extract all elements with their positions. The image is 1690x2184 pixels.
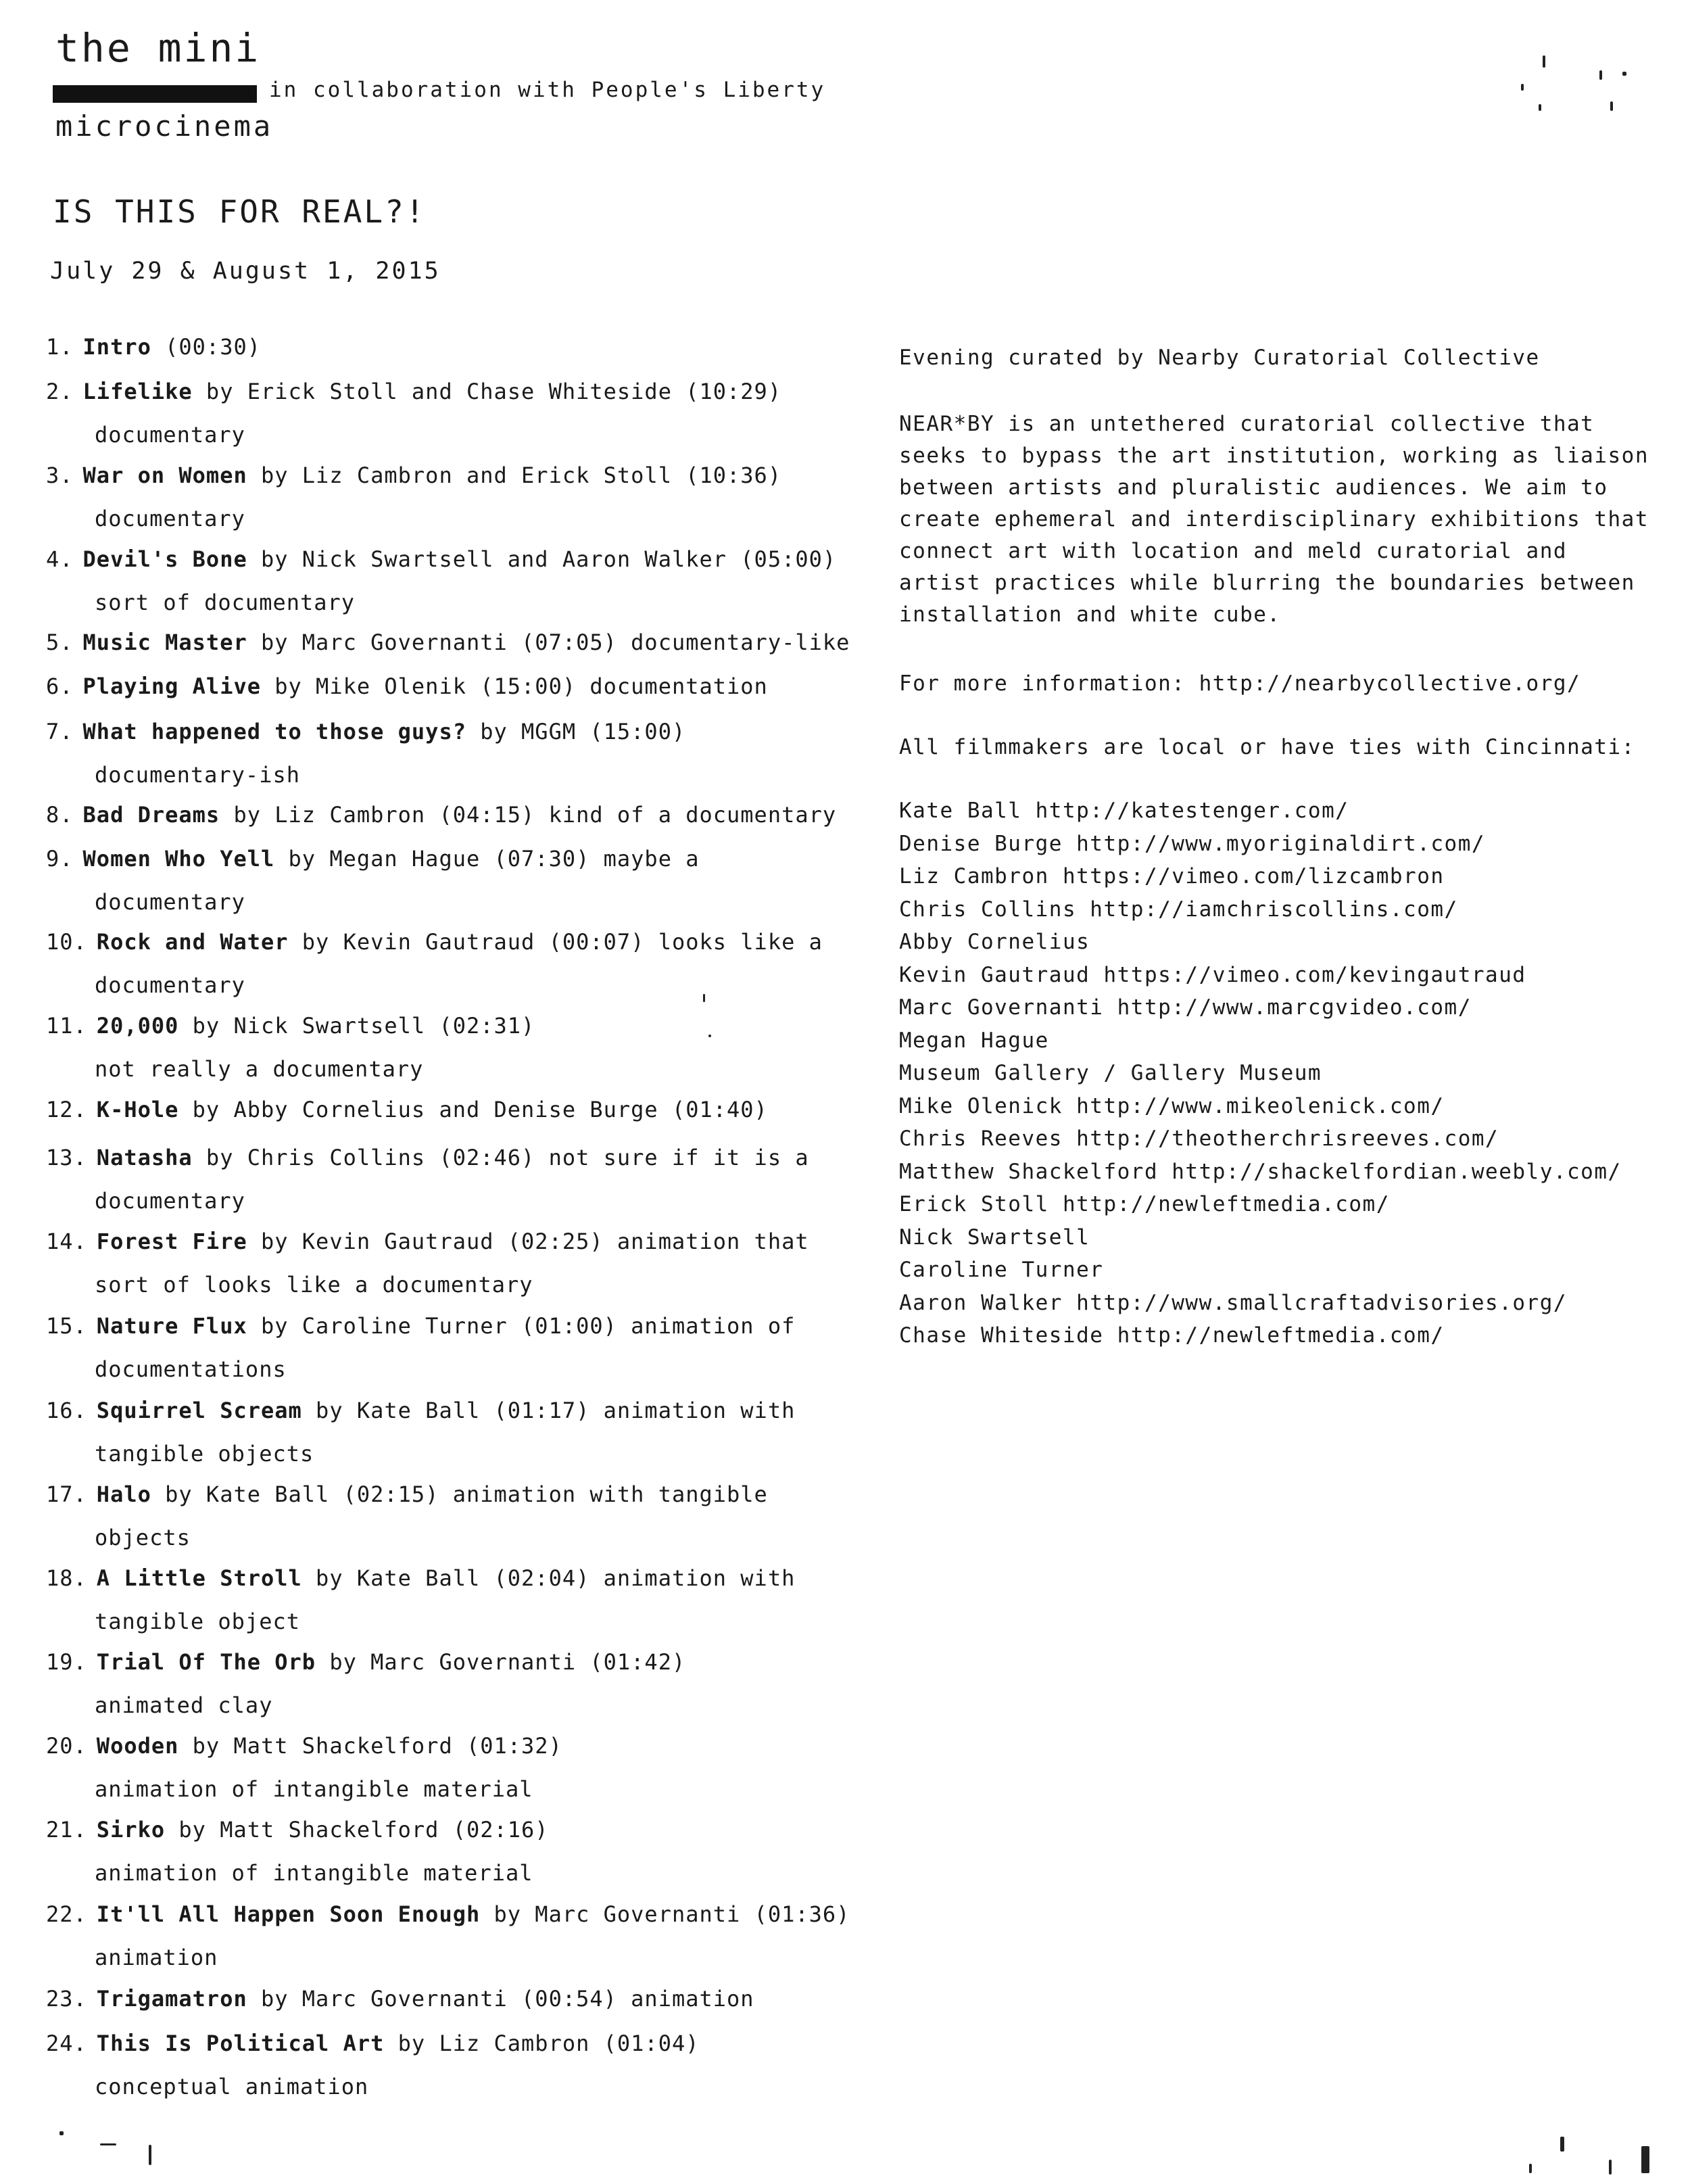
logo-the-mini: the mini: [55, 25, 261, 71]
film-title: Lifelike: [82, 379, 193, 404]
more-info: For more information: http://nearbycollective.org/: [899, 671, 1581, 696]
film-number: 21.: [46, 1817, 87, 1843]
logo-microcinema: microcinema: [55, 110, 274, 143]
film-number: 17.: [46, 1481, 87, 1507]
film-entry: [46, 1567, 795, 1632]
filmmaker-entry: Mike Olenick http://www.mikeolenick.com/: [899, 1094, 1445, 1118]
film-title: It'll All Happen Soon Enough: [96, 1901, 481, 1927]
film-genre: documentations: [95, 1356, 287, 1382]
film-credits: by Matt Shackelford (01:32): [178, 1733, 562, 1759]
film-title: What happened to those guys?: [82, 719, 466, 744]
film-number: 18.: [46, 1565, 87, 1591]
film-genre: documentary: [95, 972, 245, 998]
film-genre: tangible object: [95, 1609, 300, 1634]
film-genre: sort of looks like a documentary: [95, 1272, 533, 1298]
film-entry: [46, 548, 836, 613]
filmmaker-entry: Kevin Gautraud https://vimeo.com/kevingautraud: [899, 963, 1526, 987]
film-number: 11.: [46, 1013, 87, 1039]
film-genre: not really a documentary: [95, 1056, 424, 1082]
event-title: IS THIS FOR REAL?!: [53, 193, 427, 230]
logo-black-bar: [53, 85, 257, 103]
scan-speck: [1529, 2164, 1532, 2173]
scan-speck: [708, 1035, 711, 1037]
event-dates: July 29 & August 1, 2015: [50, 258, 441, 285]
scan-speck: [59, 2131, 64, 2135]
film-entry: [46, 462, 782, 531]
scan-speck: [1610, 101, 1613, 111]
film-number: 7.: [46, 719, 74, 744]
film-number: 14.: [46, 1229, 87, 1254]
scan-speck: [1599, 70, 1602, 80]
film-title: Natasha: [96, 1145, 193, 1170]
film-number: 20.: [46, 1733, 87, 1759]
film-credits: by Mike Olenik (15:00) documentation: [260, 673, 768, 699]
film-number: 16.: [46, 1398, 87, 1423]
film-entry: [46, 675, 768, 697]
film-credits: by Kevin Gautraud (00:07) looks like a: [288, 929, 823, 955]
film-number: 24.: [46, 2031, 87, 2056]
film-number: 2.: [46, 379, 74, 404]
film-genre: conceptual animation: [95, 2074, 369, 2099]
film-entry: [46, 1819, 549, 1884]
film-entry: [46, 1147, 809, 1212]
scan-speck: [149, 2145, 151, 2165]
curated-by: Evening curated by Nearby Curatorial Collective: [899, 346, 1540, 370]
filmmaker-entry: Abby Cornelius: [899, 930, 1090, 954]
film-title: Sirko: [96, 1817, 166, 1843]
film-number: 5.: [46, 630, 74, 655]
film-title: Squirrel Scream: [96, 1398, 302, 1423]
film-credits: by Marc Governanti (07:05) documentary-like: [247, 630, 850, 655]
filmmaker-entry: Nick Swartsell: [899, 1225, 1090, 1250]
scan-speck: [1521, 84, 1524, 91]
film-credits: by Marc Governanti (01:42): [316, 1649, 686, 1675]
filmmaker-entry: Kate Ball http://katestenger.com/: [899, 799, 1349, 823]
film-entry: [46, 1015, 535, 1080]
film-title: Music Master: [82, 630, 247, 655]
film-genre: animation: [95, 1945, 218, 1970]
film-credits: (00:30): [151, 334, 261, 360]
film-title: 20,000: [96, 1013, 179, 1039]
film-title: Intro: [82, 334, 151, 360]
film-entry: [46, 381, 781, 446]
filmmaker-entry: Caroline Turner: [899, 1258, 1104, 1282]
filmmaker-entry: Megan Hague: [899, 1028, 1049, 1053]
film-credits: by Abby Cornelius and Denise Burge (01:40): [178, 1097, 768, 1122]
film-title: Bad Dreams: [82, 802, 220, 828]
film-title: A Little Stroll: [96, 1565, 302, 1591]
film-credits: by MGGM (15:00): [466, 719, 686, 744]
film-number: 23.: [46, 1986, 87, 2012]
film-credits: by Erick Stoll and Chase Whiteside (10:29): [192, 379, 782, 404]
film-entry: [46, 1099, 768, 1120]
film-entry: [46, 2033, 699, 2097]
filmmaker-entry: Chris Collins http://iamchriscollins.com/: [899, 897, 1458, 922]
film-credits: by Chris Collins (02:46) not sure if it is a: [192, 1145, 809, 1170]
scan-speck: [1539, 104, 1541, 111]
film-entry: [46, 1483, 768, 1548]
film-credits: by Liz Cambron (04:15) kind of a documentary: [220, 802, 837, 828]
film-number: 19.: [46, 1649, 87, 1675]
film-number: 22.: [46, 1901, 87, 1927]
film-number: 9.: [46, 846, 74, 872]
collaboration-note: in collaboration with People's Liberty: [269, 78, 826, 102]
filmmaker-entry: Liz Cambron https://vimeo.com/lizcambron: [899, 864, 1445, 888]
film-genre: documentary: [95, 422, 245, 448]
scan-speck: [1622, 72, 1626, 76]
film-genre: animated clay: [95, 1692, 273, 1718]
film-credits: by Matt Shackelford (02:16): [165, 1817, 549, 1843]
filmmakers-intro: All filmmakers are local or have ties with Cincinnati:: [899, 735, 1635, 759]
collective-description: NEAR*BY is an untethered curatorial collective that seeks to bypass the art institution, working as liaison between artists and pluralistic audiences. We aim to create ephemeral and interdisciplinary exhibitions that connect art with location and meld curatorial and artist practices while blurring the boundaries between installation and white cube.: [899, 412, 1649, 627]
film-genre: animation of intangible material: [95, 1860, 533, 1886]
film-credits: by Nick Swartsell and Aaron Walker (05:00): [247, 546, 837, 572]
film-number: 3.: [46, 462, 74, 488]
film-number: 10.: [46, 929, 87, 955]
film-credits: by Kate Ball (02:15) animation with tangible: [151, 1481, 768, 1507]
film-title: Trigamatron: [96, 1986, 247, 2012]
film-entry: [46, 1400, 795, 1465]
film-entry: [46, 1903, 850, 1968]
scan-speck: [1560, 2137, 1564, 2152]
filmmaker-entry: Marc Governanti http://www.marcgvideo.com/: [899, 995, 1472, 1020]
film-entry: [46, 1988, 754, 2010]
film-credits: by Megan Hague (07:30) maybe a: [274, 846, 700, 872]
scan-speck: [1609, 2160, 1612, 2175]
film-number: 12.: [46, 1097, 87, 1122]
film-entry: [46, 931, 823, 996]
scan-speck: [100, 2143, 116, 2145]
film-credits: by Kate Ball (01:17) animation with: [301, 1398, 796, 1423]
scan-speck: [703, 994, 705, 1002]
film-genre: documentary: [95, 889, 245, 915]
film-title: Devil's Bone: [82, 546, 247, 572]
film-title: Wooden: [96, 1733, 179, 1759]
film-credits: by Kate Ball (02:04) animation with: [301, 1565, 796, 1591]
film-credits: by Kevin Gautraud (02:25) animation that: [247, 1229, 809, 1254]
film-credits: by Nick Swartsell (02:31): [178, 1013, 535, 1039]
filmmaker-entry: Chase Whiteside http://newleftmedia.com/: [899, 1323, 1445, 1348]
film-entry: [46, 804, 836, 826]
filmmaker-entry: Aaron Walker http://www.smallcraftadvisories.org/: [899, 1291, 1568, 1315]
film-entry: [46, 1651, 685, 1716]
film-entry: [46, 336, 261, 358]
film-number: 4.: [46, 546, 74, 572]
film-genre: documentary: [95, 506, 245, 531]
filmmaker-entry: Museum Gallery / Gallery Museum: [899, 1061, 1322, 1085]
scan-speck: [1543, 55, 1545, 68]
filmmaker-entry: Matthew Shackelford http://shackelfordian.weebly.com/: [899, 1160, 1622, 1184]
film-genre: tangible objects: [95, 1441, 314, 1467]
film-title: Women Who Yell: [82, 846, 275, 872]
film-title: This Is Political Art: [96, 2031, 385, 2056]
film-title: Trial Of The Orb: [96, 1649, 316, 1675]
filmmaker-entry: Chris Reeves http://theotherchrisreeves.com/: [899, 1126, 1499, 1151]
film-genre: animation of intangible material: [95, 1776, 533, 1802]
film-number: 13.: [46, 1145, 87, 1170]
film-title: Forest Fire: [96, 1229, 247, 1254]
film-title: Playing Alive: [82, 673, 261, 699]
film-title: Halo: [96, 1481, 151, 1507]
film-credits: by Liz Cambron and Erick Stoll (10:36): [247, 462, 782, 488]
scan-speck: [1641, 2146, 1649, 2173]
film-credits: by Liz Cambron (01:04): [384, 2031, 700, 2056]
film-number: 15.: [46, 1313, 87, 1339]
film-entry: [46, 1231, 809, 1296]
filmmaker-entry: Denise Burge http://www.myoriginaldirt.com/: [899, 832, 1486, 856]
film-entry: [46, 1735, 562, 1800]
film-title: K-Hole: [96, 1097, 179, 1122]
film-genre: documentary-ish: [95, 762, 300, 788]
film-number: 1.: [46, 334, 74, 360]
film-genre: sort of documentary: [95, 590, 356, 615]
film-credits: by Caroline Turner (01:00) animation of: [247, 1313, 796, 1339]
film-title: Nature Flux: [96, 1313, 247, 1339]
filmmaker-entry: Erick Stoll http://newleftmedia.com/: [899, 1192, 1390, 1216]
film-title: Rock and Water: [96, 929, 289, 955]
film-entry: [46, 721, 685, 786]
film-title: War on Women: [82, 462, 247, 488]
film-entry: [46, 632, 850, 653]
film-credits: by Marc Governanti (01:36): [480, 1901, 850, 1927]
film-genre: documentary: [95, 1188, 245, 1214]
film-credits: by Marc Governanti (00:54) animation: [247, 1986, 754, 2012]
film-number: 8.: [46, 802, 74, 828]
film-entry: [46, 1315, 795, 1380]
film-entry: [46, 848, 699, 913]
film-genre: objects: [95, 1525, 191, 1550]
film-number: 6.: [46, 673, 74, 699]
